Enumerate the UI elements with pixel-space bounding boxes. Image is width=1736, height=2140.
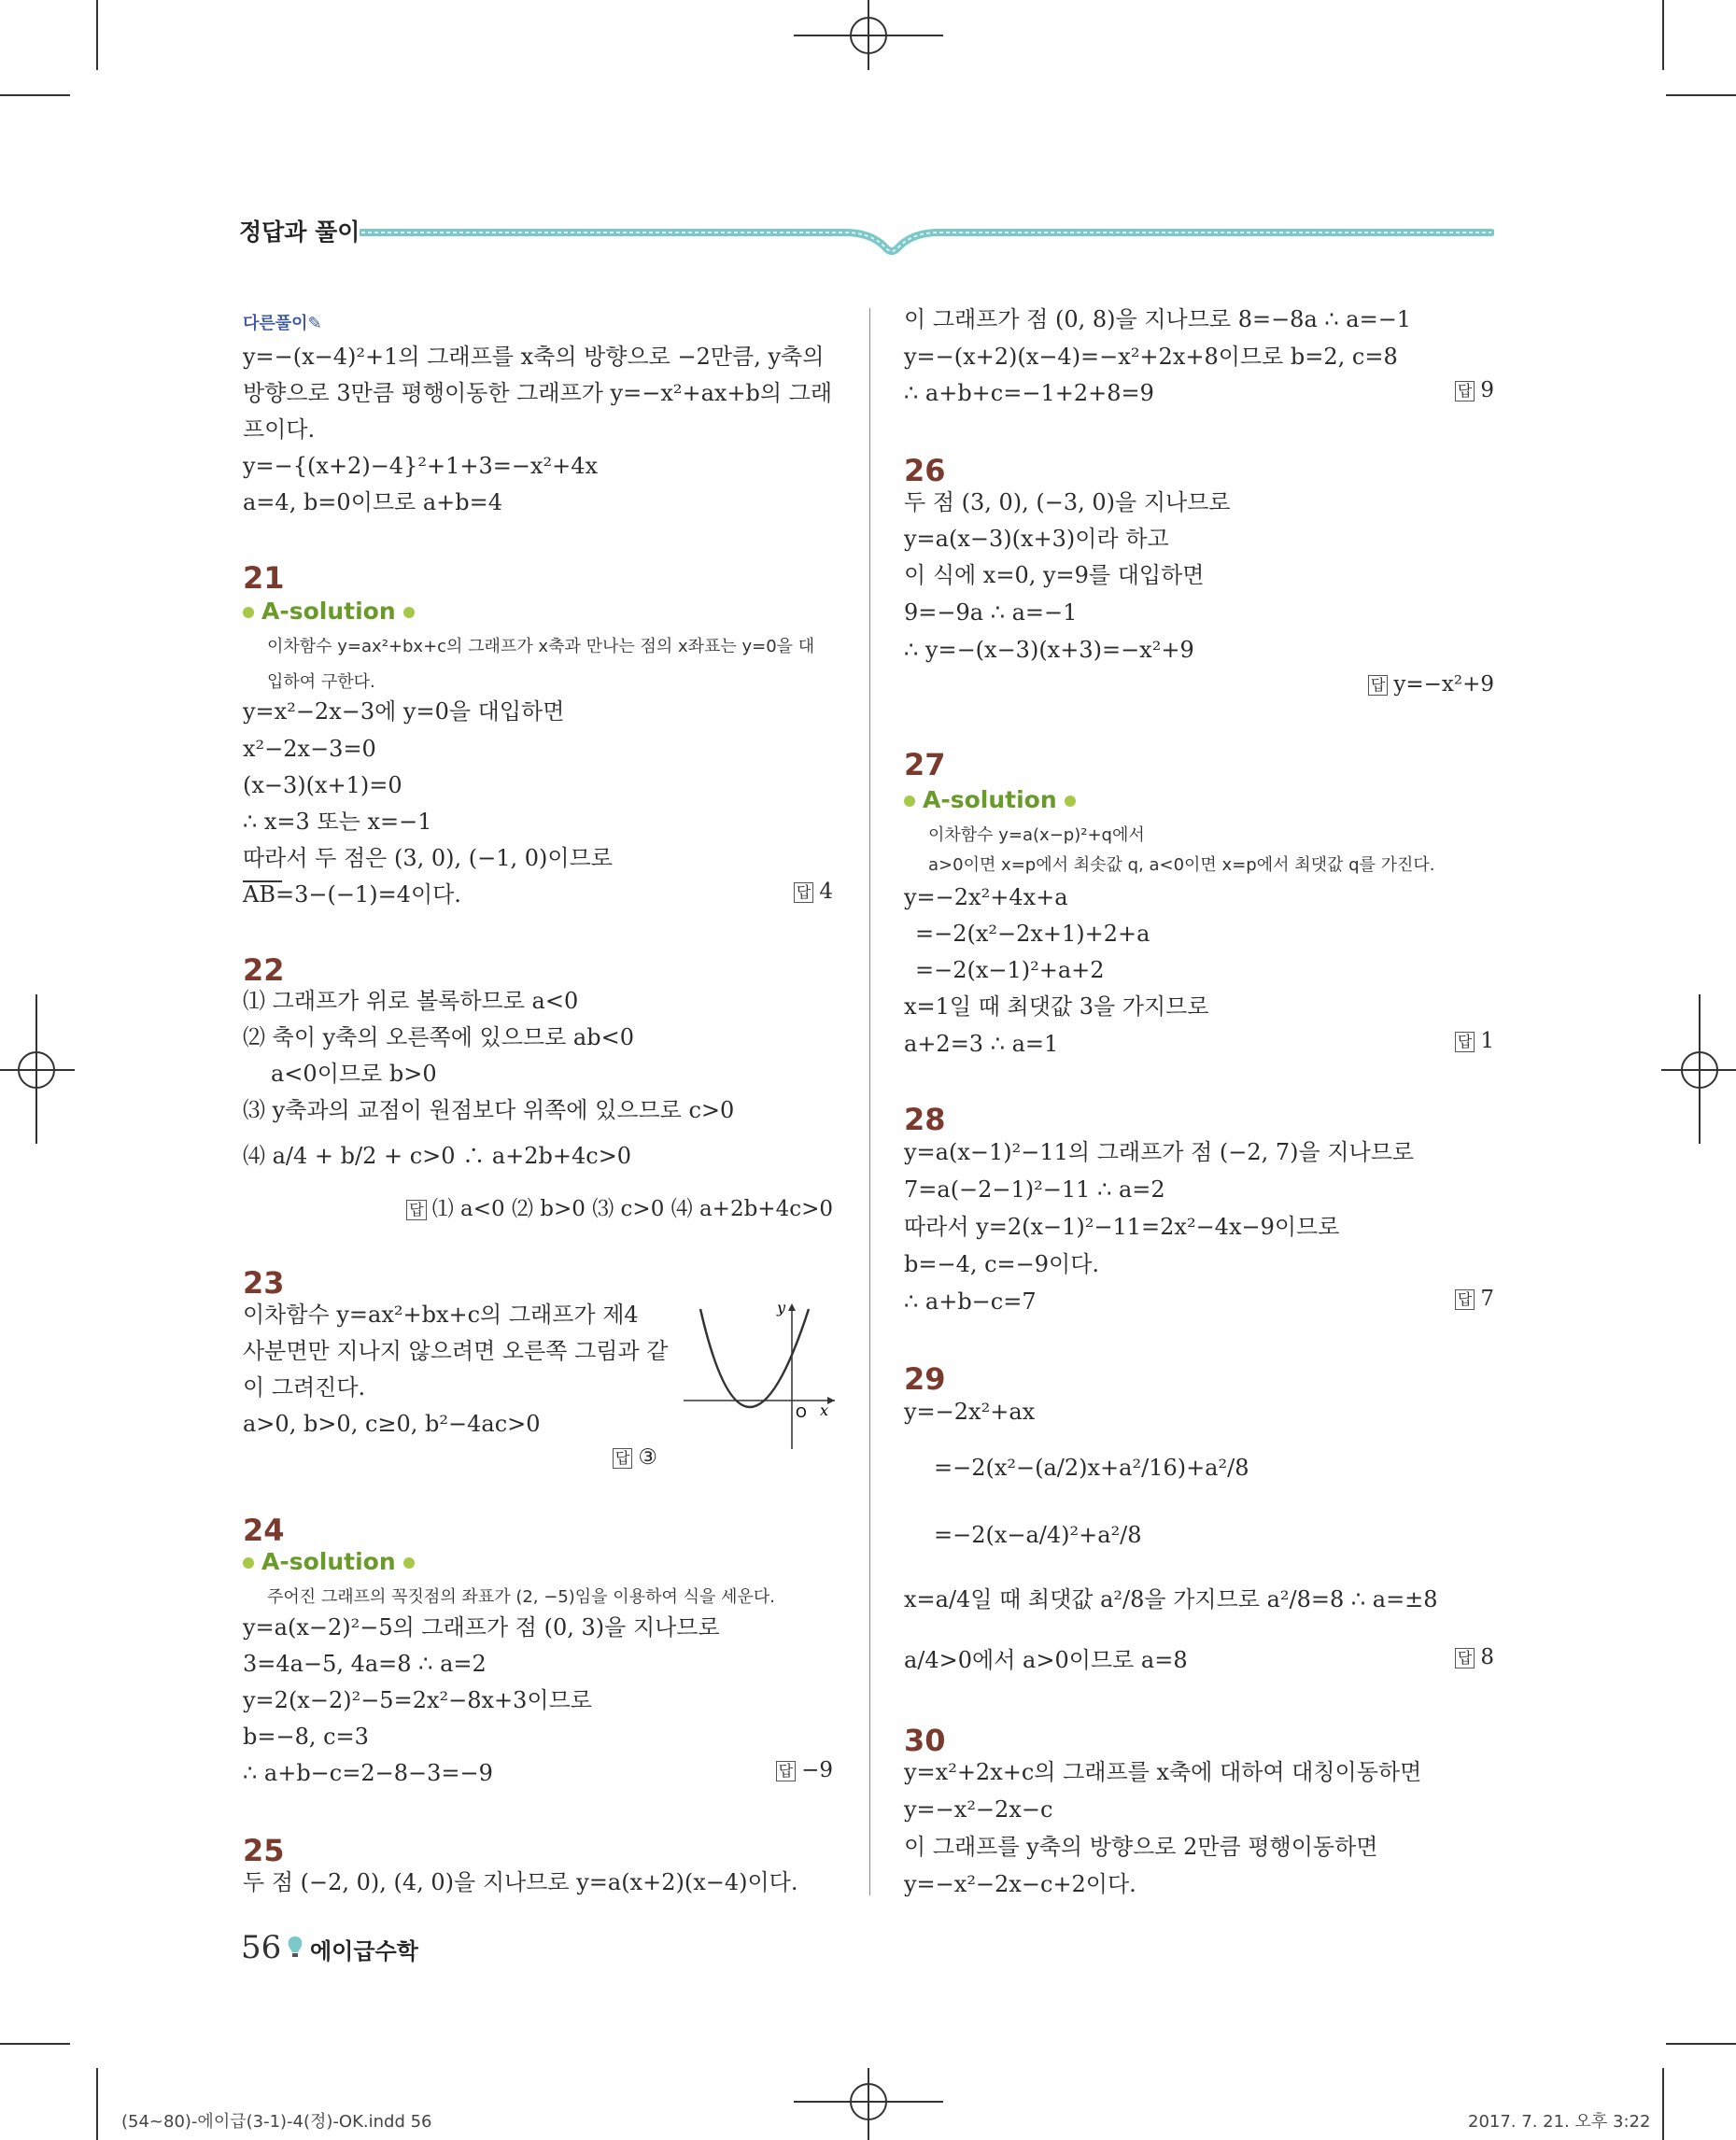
answer-icon: 답 bbox=[776, 1761, 796, 1781]
solution-line: x²−2x−3=0 bbox=[243, 736, 376, 762]
origin-label: O bbox=[796, 1404, 807, 1421]
solution-line: 이 식에 x=0, y=9를 대입하면 bbox=[904, 562, 1205, 588]
solution-line: ⑵ 축이 y축의 오른쪽에 있으므로 ab<0 bbox=[243, 1024, 634, 1050]
answer: 답 1 bbox=[1401, 1029, 1494, 1053]
solution-line: y=−x²−2x−c bbox=[904, 1796, 1053, 1823]
question-number: 29 bbox=[904, 1361, 946, 1397]
alt-line: 방향으로 3만큼 평행이동한 그래프가 y=−x²+ax+b의 그래 bbox=[243, 380, 833, 406]
file-info: (54~80)-에이급(3-1)-4(정)-OK.indd 56 bbox=[121, 2112, 432, 2132]
brand-logo-text: 에이급수학 bbox=[310, 1938, 418, 1964]
solution-line: (x−3)(x+1)=0 bbox=[243, 772, 402, 798]
solution-line: y=−(x+2)(x−4)=−x²+2x+8이므로 b=2, c=8 bbox=[904, 344, 1398, 370]
answer-icon: 답 bbox=[1455, 381, 1475, 401]
crop-mark bbox=[96, 0, 98, 70]
solution-line: y=a(x−1)²−11의 그래프가 점 (−2, 7)을 지나므로 bbox=[904, 1139, 1415, 1165]
solution-line: y=x²+2x+c의 그래프를 x축에 대하여 대칭이동하면 bbox=[904, 1759, 1422, 1785]
note-line: 입하여 구한다. bbox=[267, 672, 375, 692]
question-number: 30 bbox=[904, 1723, 946, 1758]
pencil-icon: ✎ bbox=[307, 314, 322, 333]
page-number: 56 bbox=[241, 1929, 282, 1966]
solution-line: 이 그래프를 y축의 방향으로 2만큼 평행이동하면 bbox=[904, 1834, 1378, 1860]
page-header-title: 정답과 풀이 bbox=[239, 218, 360, 246]
solution-line: 따라서 두 점은 (3, 0), (−1, 0)이므로 bbox=[243, 845, 613, 871]
solution-line: AB=3−(−1)=4이다. bbox=[243, 881, 461, 908]
alt-line: 프이다. bbox=[243, 416, 316, 443]
solution-line: x=a/4일 때 최댓값 a²/8을 가지므로 a²/8=8 ∴ a=±8 bbox=[904, 1586, 1438, 1612]
solution-line: b=−8, c=3 bbox=[243, 1724, 369, 1750]
answer-icon: 답 bbox=[1455, 1032, 1475, 1052]
alt-solution-label: 다른풀이✎ bbox=[243, 314, 322, 333]
solution-line: 7=a(−2−1)²−11 ∴ a=2 bbox=[904, 1176, 1165, 1203]
solution-line: =−2(x²−2x+1)+2+a bbox=[915, 921, 1150, 947]
question-number: 25 bbox=[243, 1833, 285, 1868]
solution-line: a>0, b>0, c≥0, b²−4ac>0 bbox=[243, 1411, 541, 1437]
solution-line: ⑴ 그래프가 위로 볼록하므로 a<0 bbox=[243, 988, 579, 1014]
question-number: 26 bbox=[904, 453, 946, 488]
solution-line: 이 그래프가 점 (0, 8)을 지나므로 8=−8a ∴ a=−1 bbox=[904, 306, 1412, 332]
answer: 답 7 bbox=[1401, 1287, 1494, 1311]
question-number: 24 bbox=[243, 1513, 285, 1548]
alt-line: y=−{(x+2)−4}²+1+3=−x²+4x bbox=[243, 453, 599, 479]
solution-line: y=−2x²+4x+a bbox=[904, 884, 1068, 910]
solution-line: 3=4a−5, 4a=8 ∴ a=2 bbox=[243, 1651, 487, 1677]
solution-line: ∴ y=−(x−3)(x+3)=−x²+9 bbox=[904, 637, 1194, 663]
question-number: 28 bbox=[904, 1102, 946, 1137]
solution-line: 두 점 (−2, 0), (4, 0)을 지나므로 y=a(x+2)(x−4)이다. bbox=[243, 1869, 798, 1895]
solution-line: y=2(x−2)²−5=2x²−8x+3이므로 bbox=[243, 1687, 592, 1713]
question-number: 22 bbox=[243, 952, 285, 988]
answer: 답 ⑴ a<0 ⑵ b>0 ⑶ c>0 ⑷ a+2b+4c>0 bbox=[347, 1191, 833, 1222]
answer: 답 −9 bbox=[719, 1758, 833, 1782]
solution-line: y=−x²−2x−c+2이다. bbox=[904, 1871, 1136, 1897]
solution-line: 이차함수 y=ax²+bx+c의 그래프가 제4 bbox=[243, 1302, 639, 1328]
solution-line: ⑷ a/4 + b/2 + c>0 ∴ a+2b+4c>0 bbox=[243, 1143, 632, 1169]
crop-mark bbox=[1662, 2068, 1664, 2140]
answer-icon: 답 bbox=[1455, 1289, 1475, 1310]
solution-line: =−2(x−1)²+a+2 bbox=[915, 957, 1105, 983]
solution-line: y=x²−2x−3에 y=0을 대입하면 bbox=[243, 698, 565, 725]
crop-mark bbox=[0, 94, 70, 96]
solution-line: a/4>0에서 a>0이므로 a=8 bbox=[904, 1647, 1188, 1673]
solution-line: ∴ a+b+c=−1+2+8=9 bbox=[904, 380, 1154, 406]
column-divider bbox=[869, 308, 870, 1895]
solution-line: =−2(x−a/4)²+a²/8 bbox=[934, 1522, 1142, 1548]
answer: 답 4 bbox=[728, 880, 833, 904]
solution-line: 9=−9a ∴ a=−1 bbox=[904, 599, 1078, 626]
a-solution-label: A-solution bbox=[896, 786, 1083, 813]
x-label: x bbox=[820, 1401, 829, 1419]
solution-line: ⑶ y축과의 교점이 원점보다 위쪽에 있으므로 c>0 bbox=[243, 1097, 735, 1123]
answer: 답 ③ bbox=[560, 1445, 657, 1470]
alt-line: a=4, b=0이므로 a+b=4 bbox=[243, 489, 503, 515]
crop-mark bbox=[96, 2068, 98, 2140]
note-line: a>0이면 x=p에서 최솟값 q, a<0이면 x=p에서 최댓값 q를 가진다. bbox=[928, 855, 1435, 875]
answer-icon: 답 bbox=[794, 882, 813, 903]
answer: 답 y=−x²+9 bbox=[1307, 672, 1494, 697]
solution-line: a<0이므로 b>0 bbox=[271, 1061, 437, 1087]
a-solution-label: A-solution bbox=[235, 1548, 422, 1575]
solution-line: y=a(x−2)²−5의 그래프가 점 (0, 3)을 지나므로 bbox=[243, 1614, 720, 1640]
answer: 답 8 bbox=[1401, 1645, 1494, 1669]
solution-line: x=1일 때 최댓값 3을 가지므로 bbox=[904, 993, 1209, 1020]
solution-line: y=a(x−3)(x+3)이라 하고 bbox=[904, 526, 1169, 552]
y-label: y bbox=[777, 1300, 786, 1316]
question-number: 27 bbox=[904, 747, 946, 782]
note-line: 이차함수 y=ax²+bx+c의 그래프가 x축과 만나는 점의 x좌표는 y=0을 대 bbox=[267, 637, 815, 656]
parabola-graph bbox=[680, 1300, 839, 1458]
solution-line: 이 그려진다. bbox=[243, 1374, 366, 1401]
solution-line: y=−2x²+ax bbox=[904, 1399, 1036, 1425]
a-solution-label: A-solution bbox=[235, 598, 422, 625]
answer-icon: 답 bbox=[1368, 675, 1388, 696]
solution-line: 사분면만 지나지 않으려면 오른쪽 그림과 같 bbox=[243, 1338, 669, 1364]
crop-mark bbox=[1662, 0, 1664, 70]
solution-line: 따라서 y=2(x−1)²−11=2x²−4x−9이므로 bbox=[904, 1214, 1340, 1240]
solution-line: 두 점 (3, 0), (−3, 0)을 지나므로 bbox=[904, 489, 1231, 515]
solution-line: b=−4, c=−9이다. bbox=[904, 1251, 1100, 1277]
note-line: 이차함수 y=a(x−p)²+q에서 bbox=[928, 825, 1145, 845]
solution-line: ∴ a+b−c=7 bbox=[904, 1288, 1037, 1315]
answer-icon: 답 bbox=[613, 1448, 632, 1469]
solution-line: ∴ x=3 또는 x=−1 bbox=[243, 809, 432, 835]
question-number: 23 bbox=[243, 1265, 285, 1301]
question-number: 21 bbox=[243, 560, 285, 596]
crop-mark bbox=[1666, 2043, 1736, 2045]
crop-mark bbox=[1666, 94, 1736, 96]
answer-icon: 답 bbox=[406, 1200, 426, 1220]
answer: 답 9 bbox=[1401, 378, 1494, 402]
solution-line: =−2(x²−(a/2)x+a²/16)+a²/8 bbox=[934, 1455, 1249, 1481]
solution-line: a+2=3 ∴ a=1 bbox=[904, 1031, 1059, 1057]
header-ribbon bbox=[360, 215, 1494, 261]
alt-line: y=−(x−4)²+1의 그래프를 x축의 방향으로 −2만큼, y축의 bbox=[243, 344, 825, 370]
solution-line: ∴ a+b−c=2−8−3=−9 bbox=[243, 1760, 493, 1786]
note-line: 주어진 그래프의 꼭짓점의 좌표가 (2, −5)임을 이용하여 식을 세운다. bbox=[267, 1587, 775, 1607]
bulb-icon bbox=[286, 1935, 304, 1961]
crop-mark bbox=[0, 2043, 70, 2045]
print-timestamp: 2017. 7. 21. 오후 3:22 bbox=[1468, 2112, 1651, 2132]
answer-icon: 답 bbox=[1455, 1648, 1475, 1668]
